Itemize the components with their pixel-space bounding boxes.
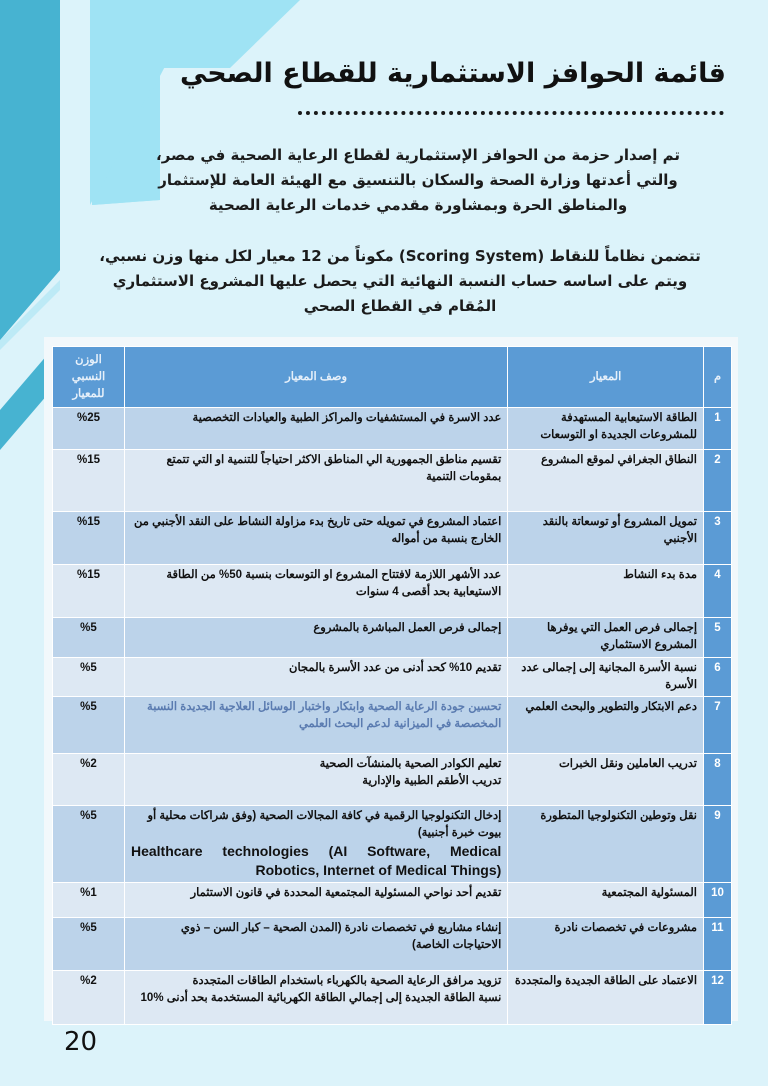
row-weight: %5 [53,918,125,971]
row-description [124,806,507,883]
row-weight: %5 [53,806,125,883]
row-weight: %15 [53,565,125,618]
row-number: 5 [704,618,732,658]
row-number: 7 [704,697,732,754]
page-number: 20 [64,1027,98,1057]
header-number: م [704,347,732,408]
row-number: 6 [704,658,732,697]
table-row [53,697,732,754]
row-number: 11 [704,918,732,971]
title-dotted-divider [298,111,724,115]
row-criterion: نسبة الأسرة المجانية إلى إجمالى عدد الأسرة [508,658,704,697]
row-criterion: نقل وتوطين التكنولوجيا المتطورة [508,806,704,883]
table-row [53,618,732,658]
row-number: 4 [704,565,732,618]
row-weight: %5 [53,618,125,658]
row-criterion: مشروعات في تخصصات نادرة [508,918,704,971]
row-weight: %15 [53,450,125,512]
row-weight: %15 [53,512,125,565]
header-weight: الوزن النسبي للمعيار [53,347,125,408]
table-row [53,971,732,1025]
description-line: تعليم الكوادر الصحية بالمنشآت الصحية [319,758,502,770]
row-description: تقديم 10% كحد أدنى من عدد الأسرة بالمجان [124,658,507,697]
row-criterion: تدريب العاملين ونقل الخبرات [508,754,704,806]
row-weight: %1 [53,883,125,918]
row-description: تقديم أحد نواحي المسئولية المجتمعية المحددة في قانون الاستثمار [124,883,507,918]
row-criterion: تمويل المشروع أو توسعاتة بالنقد الأجنبي [508,512,704,565]
header-criterion: المعيار [508,347,704,408]
table-row [53,512,732,565]
description-line: نسبة الطاقة الجديدة إلى إجمالي الطاقة الكهربائية المستخدمة بحد أدنى %10 [140,992,502,1004]
table-row [53,883,732,918]
table-row [53,450,732,512]
intro-paragraph: تم إصدار حزمة من الحوافز الإستثمارية لقطاع الرعاية الصحية في مصر، والتي أعدتها وزارة الصحة والسكان بالتنسيق مع الهيئة العامة للإستثمار والمناطق الحرة وبمشاورة مقدمي خدمات الرعاية الصحية [156,146,680,214]
row-weight: %5 [53,697,125,754]
table-row [53,806,732,883]
row-description: اعتماد المشروع في تمويله حتى تاريخ بدء مزاولة النشاط على النقد الأجنبي من الخارج بنسبة من أمواله [124,512,507,565]
header-description: وصف المعيار [124,347,507,408]
row-criterion: النطاق الجغرافي لموقع المشروع [508,450,704,512]
description-english: Healthcare technologies (AI Software, Medical Robotics, Internet of Medical Things) [130,843,502,878]
row-description: تحسين جودة الرعاية الصحية وابتكار واختبار الوسائل العلاجية الجديدة النسبة المخصصة في الميزانية لدعم البحث العلمي [124,697,507,754]
row-description: إنشاء مشاريع في تخصصات نادرة (المدن الصحية – كبار السن – ذوي الاحتياجات الخاصة) [124,918,507,971]
row-description [124,754,507,806]
table-row [53,754,732,806]
row-criterion: المسئولية المجتمعية [508,883,704,918]
row-number: 9 [704,806,732,883]
table-row [53,565,732,618]
criteria-table [52,346,732,1025]
row-number: 8 [704,754,732,806]
row-number: 10 [704,883,732,918]
row-description: عدد الاسرة في المستشفيات والمراكز الطبية والعيادات التخصصية [124,408,507,450]
row-number: 2 [704,450,732,512]
table-row [53,658,732,697]
row-criterion: مدة بدء النشاط [508,565,704,618]
row-description [124,971,507,1025]
row-number: 12 [704,971,732,1025]
row-weight: %2 [53,754,125,806]
row-number: 3 [704,512,732,565]
row-weight: %5 [53,658,125,697]
row-description: تقسيم مناطق الجمهورية الي المناطق الاكثر احتياجاً للتنمية او التي تتمتع بمقومات التنمية [124,450,507,512]
row-weight: %2 [53,971,125,1025]
description-line: تزويد مرافق الرعاية الصحية بالكهرباء باستخدام الطاقات المتجددة [192,975,502,987]
row-description: إجمالى فرص العمل المباشرة بالمشروع [124,618,507,658]
description-line: تدريب الأطقم الطبية والإدارية [362,775,502,787]
description-arabic: إدخال التكنولوجيا الرقمية في كافة المجالات الصحية (وفق شراكات محلية أو بيوت خبرة أجنبية) [147,810,502,839]
row-description: عدد الأشهر اللازمة لافتتاح المشروع او التوسعات بنسبة 50% من الطاقة الاستيعابية بحد أقصى 4 سنوات [124,565,507,618]
table-header-row [53,347,732,408]
row-criterion: إجمالى فرص العمل التي يوفرها المشروع الاستثماري [508,618,704,658]
scoring-system-paragraph: تتضمن نظاماً للنقاط (Scoring System) مكوناً من 12 معيار لكل منها وزن نسبي، ويتم على اساسه حساب النسبة النهائية التي يحصل عليها المشروع الاستثماري المُقام في القطاع الصحي [99,247,701,315]
row-criterion: الطاقة الاستيعابية المستهدفة للمشروعات الجديدة او التوسعات [508,408,704,450]
table-row [53,408,732,450]
row-criterion: دعم الابتكار والتطوير والبحث العلمي [508,697,704,754]
page-title: قائمة الحوافز الاستثمارية للقطاع الصحي [179,58,726,89]
row-weight: %25 [53,408,125,450]
table-row [53,918,732,971]
row-criterion: الاعتماد على الطاقة الجديدة والمتجددة [508,971,704,1025]
row-number: 1 [704,408,732,450]
